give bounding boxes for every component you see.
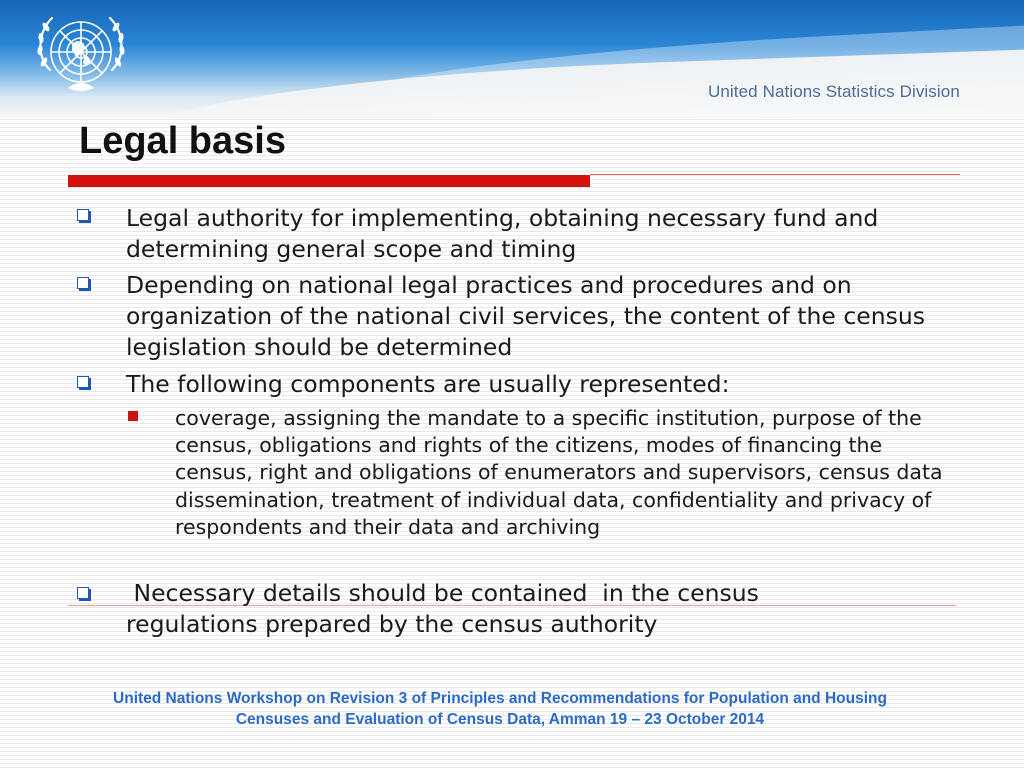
checkbox-bullet-icon <box>77 277 89 289</box>
bullet-2-text: Depending on national legal practices and procedures and on organization of the national civil services, the content of the census legislation should be determined <box>126 271 925 361</box>
checkbox-bullet-icon <box>77 376 89 388</box>
bullet-1-text: Legal authority for implementing, obtaining necessary fund and determining general scope and timing <box>126 204 879 263</box>
footer-line-2: Censuses and Evaluation of Census Data, Amman 19 – 23 October 2014 <box>235 711 765 728</box>
sub-bullet-text: coverage, assigning the mandate to a specific institution, purpose of the census, obligations and rights of the citizens, modes of financing the census, right and obligations of enumerators and supervisors, census data dissemination, treatment of individual data, confidentiality and privacy of respondents and their data and archiving <box>175 406 943 539</box>
bullet-4-text: Necessary details should be contained in the census regulations prepared by the census authority <box>126 579 767 638</box>
slide-title: Legal basis <box>79 120 286 162</box>
footer <box>40 688 960 730</box>
division-name: United Nations Statistics Division <box>708 82 960 101</box>
checkbox-bullet-icon <box>77 587 89 599</box>
footer-line-1: United Nations Workshop on Revision 3 of Principles and Recommendations for Population and Housing <box>113 690 887 707</box>
title-underline-bar <box>68 175 590 187</box>
header-band <box>0 0 1024 118</box>
bullet-3-text: The following components are usually represented: <box>126 370 730 398</box>
header-swoosh <box>118 43 1024 118</box>
square-bullet-icon <box>128 411 138 421</box>
un-emblem-icon <box>28 8 134 104</box>
checkbox-bullet-icon <box>77 209 89 221</box>
title-underline-rule <box>590 174 960 175</box>
